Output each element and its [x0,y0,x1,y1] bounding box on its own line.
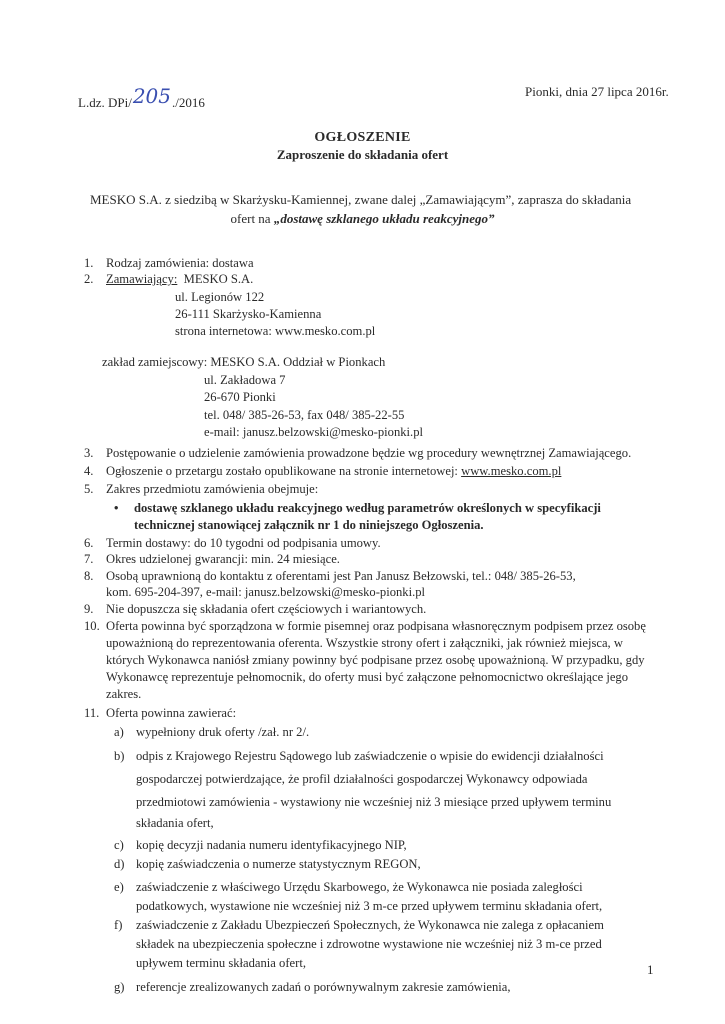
item-number: 11. [84,706,100,720]
subitem-b-cont: przedmiotowi zamówienia - wystawiony nie wcześniej niż 3 miesiące przed upływem terminu [136,795,612,809]
intro-prefix: ofert na [230,211,274,226]
item-text: Oferta powinna być sporządzona w formie pisemnej oraz podpisana własnoręcznym podpisem przez osobę [106,619,646,633]
item-text: Ogłoszenie o przetargu zostało opublikowane na stronie internetowej: [106,464,462,478]
subitem-label: b) [114,749,125,763]
item-text: Osobą uprawnioną do kontaktu z oferentami jest Pan Janusz Bełzowski, tel.: 048/ 385-26-53, [106,569,576,583]
subitem-f [114,918,604,933]
item-text: Rodzaj zamówienia: dostawa [106,256,254,270]
subitem-g [114,980,510,995]
item-6 [84,536,381,551]
subitem-text: odpis z Krajowego Rejestru Sądowego lub zaświadczenie o wpisie do ewidencji działalności [136,749,604,763]
item-3 [84,446,631,461]
intro-emphasis: „dostawę szklanego układu reakcyjnego” [273,211,495,226]
item-text: Termin dostawy: do 10 tygodni od podpisania umowy. [106,536,381,550]
item-text: Okres udzielonej gwarancji: min. 24 miesiące. [106,552,340,566]
subitem-f-cont: upływem terminu składania ofert, [136,956,306,970]
subitem-b-cont: gospodarczej potwierdzające, że profil działalności gospodarczej Wykonawcy odpowiada [136,772,588,786]
item-number: 10. [84,619,100,633]
subitem-e [114,880,583,895]
subitem-text: wypełniony druk oferty /zał. nr 2/. [136,725,310,739]
subitem-a [114,725,309,740]
item-number: 7. [84,552,94,566]
document-subtitle: Zaproszenie do składania ofert [276,147,449,162]
item-text: Postępowanie o udzielenie zamówienia prowadzone będzie wg procedury wewnętrznej Zamawiającego. [106,446,632,460]
item-number: 2. [84,272,94,286]
item-label: Zamawiający: [106,272,178,286]
item-number: 1. [84,256,94,270]
item-7 [84,552,340,567]
bullet-text-cont: technicznej stanowiącej załącznik nr 1 do niniejszego Ogłoszenia. [134,518,484,532]
item-number: 6. [84,536,94,550]
item-10-cont: Wykonawcę reprezentuje pełnomocnik, do oferty musi być załączone pełnomocnictwo określające jego [106,670,629,684]
item-10-cont: zakres. [106,687,142,701]
subitem-text: referencje zrealizowanych zadań o porównywalnym zakresie zamówienia, [136,980,511,994]
item-number: 8. [84,569,94,583]
plant-address-line: e-mail: janusz.belzowski@mesko-pionki.pl [204,425,424,439]
reference-prefix: L.dz. DPi/ [78,95,132,110]
subitem-label: f) [114,918,123,932]
subitem-label: g) [114,980,125,994]
item-10-cont: których Wykonawca naniósł zmiany powinny być podpisane przez osobę upoważnioną. W przypadku, gdy [106,653,645,667]
item-1 [84,256,254,271]
address-line: strona internetowa: www.mesko.com.pl [175,324,376,338]
subitem-e-cont: podatkowych, wystawione nie wcześniej niż 3 m-ce przed upływem terminu składania ofert, [136,899,603,913]
subitem-b [114,749,604,764]
item-number: 9. [84,602,94,616]
reference-suffix: ./2016 [172,95,205,110]
item-9 [84,602,426,617]
address-line: 26-111 Skarżysko-Kamienna [175,307,322,321]
bullet-item [114,501,601,516]
reference-number [78,84,205,112]
address-line: ul. Legionów 122 [175,290,265,304]
item-10-cont: upoważnioną do reprezentowania oferenta. Wszystkie strony ofert i załączniki, jak również miejsca, w [106,636,623,650]
item-11 [84,706,236,721]
subitem-d [114,857,421,872]
item-10 [84,619,646,634]
subitem-label: a) [114,725,124,739]
document-date: Pionki, dnia 27 lipca 2016r. [525,84,669,99]
subitem-label: d) [114,857,125,871]
handwritten-number: 205 [132,84,171,108]
item-text: Zakres przedmiotu zamówienia obejmuje: [106,482,319,496]
item-text: MESKO S.A. [183,272,254,286]
item-8 [84,569,576,584]
subitem-label: e) [114,880,124,894]
plant-address-line: ul. Zakładowa 7 [204,373,286,387]
subitem-text: kopię zaświadczenia o numerze statystycznym REGON, [136,857,421,871]
intro-line-1: MESKO S.A. z siedzibą w Skarżysku-Kamiennej, zwane dalej „Zamawiającym”, zaprasza do składania [90,192,632,207]
item-text: Nie dopuszcza się składania ofert częściowych i wariantowych. [106,602,427,616]
subitem-text: zaświadczenie z Zakładu Ubezpieczeń Społecznych, że Wykonawca nie zalega z opłacaniem [136,918,604,932]
intro-line-2 [0,211,725,227]
plant-line: zakład zamiejscowy: MESKO S.A. Oddział w Pionkach [102,355,386,369]
item-number: 4. [84,464,94,478]
subitem-b-cont: składania ofert, [136,816,214,830]
document-title: OGŁOSZENIE [314,130,411,145]
item-2 [84,272,253,287]
subitem-text: zaświadczenie z właściwego Urzędu Skarbowego, że Wykonawca nie posiada zaległości [136,880,583,894]
item-text: Oferta powinna zawierać: [106,706,237,720]
item-8-cont: kom. 695-204-397, e-mail: janusz.belzowski@mesko-pionki.pl [106,585,426,599]
page-number: 1 [647,962,654,977]
item-number: 3. [84,446,94,460]
subitem-label: c) [114,838,124,852]
item-5 [84,482,318,497]
bullet-text: dostawę szklanego układu reakcyjnego według parametrów określonych w specyfikacji [134,501,601,515]
item-4 [84,464,561,479]
plant-address-line: 26-670 Pionki [204,390,276,404]
website-link[interactable]: www.mesko.com.pl [461,464,562,478]
plant-address-line: tel. 048/ 385-26-53, fax 048/ 385-22-55 [204,408,405,422]
bullet-icon: • [114,501,119,515]
subitem-f-cont: składek na ubezpieczenia społeczne i zdrowotne wystawione nie wcześniej niż 3 m-ce przed [136,937,602,951]
item-number: 5. [84,482,94,496]
subitem-text: kopię decyzji nadania numeru identyfikacyjnego NIP, [136,838,407,852]
subitem-c [114,838,407,853]
